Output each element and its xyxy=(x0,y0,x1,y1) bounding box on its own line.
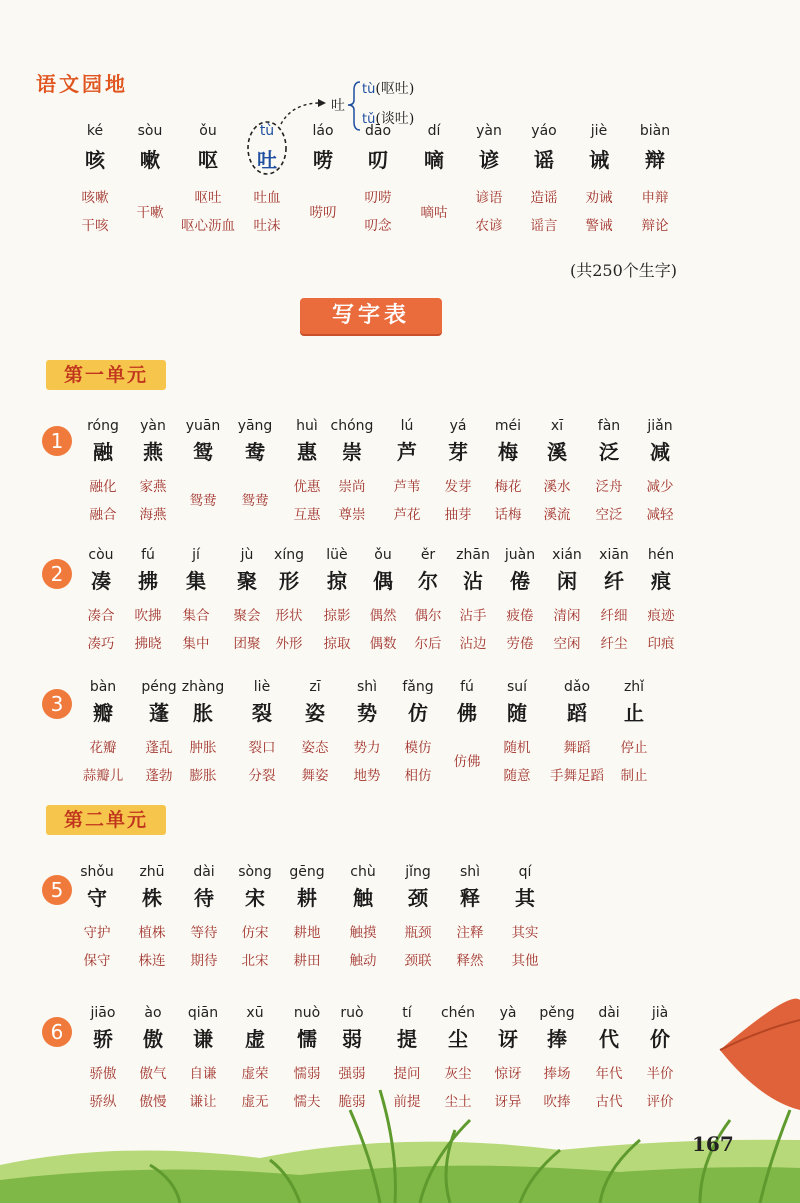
word: 造谣 xyxy=(530,190,558,206)
char-pinyin: dài xyxy=(193,864,215,880)
char: 掠 xyxy=(327,569,347,593)
char: 释 xyxy=(460,886,480,910)
char-pinyin: tù xyxy=(259,123,275,139)
char: 耕 xyxy=(297,886,317,910)
char: 纤 xyxy=(604,569,624,593)
word: 纤尘 xyxy=(600,636,628,652)
char-pinyin: ǒu xyxy=(374,547,392,563)
char-pinyin: jiè xyxy=(590,123,608,139)
char-pinyin: yàn xyxy=(476,123,502,139)
word: 优惠 xyxy=(293,479,321,495)
char: 捧 xyxy=(547,1027,567,1051)
char-pinyin: róng xyxy=(87,418,119,434)
word: 提问 xyxy=(393,1066,421,1082)
char: 梅 xyxy=(498,440,518,464)
word: 申辩 xyxy=(641,190,669,206)
word: 集合 xyxy=(182,608,210,624)
word: 芦花 xyxy=(393,507,421,523)
word: 守护 xyxy=(83,925,111,941)
word: 相仿 xyxy=(404,768,432,784)
char: 凑 xyxy=(91,569,111,593)
char: 瓣 xyxy=(93,701,113,725)
word: 互惠 xyxy=(293,507,321,523)
word: 懦夫 xyxy=(293,1094,321,1110)
word: 其实 xyxy=(511,925,539,941)
char-pinyin: shì xyxy=(459,864,481,880)
char: 拂 xyxy=(138,569,158,593)
word: 停止 xyxy=(620,740,648,756)
char-pinyin: bàn xyxy=(89,679,117,695)
word: 警诫 xyxy=(585,218,613,234)
char: 其 xyxy=(515,886,535,910)
word: 蒜瓣儿 xyxy=(82,768,124,784)
word: 纤细 xyxy=(600,608,628,624)
word: 沾边 xyxy=(459,636,487,652)
char: 谣 xyxy=(534,148,554,172)
char-pinyin: sòu xyxy=(137,123,163,139)
char-pinyin: dí xyxy=(427,123,441,139)
polyphone-char: 吐 xyxy=(331,98,345,114)
word: 农谚 xyxy=(475,218,503,234)
char: 嘀 xyxy=(424,148,444,172)
char: 融 xyxy=(93,440,113,464)
char: 虚 xyxy=(245,1027,265,1051)
char: 芦 xyxy=(397,440,417,464)
char-pinyin: fàn xyxy=(597,418,621,434)
char: 颈 xyxy=(408,886,428,910)
char: 减 xyxy=(650,440,670,464)
char-pinyin: shǒu xyxy=(80,864,114,880)
char: 沾 xyxy=(463,569,483,593)
writing-table-banner: 写字表 xyxy=(300,298,442,334)
char: 鸯 xyxy=(245,440,265,464)
char-pinyin: jǐng xyxy=(405,864,431,880)
char: 偶 xyxy=(373,569,393,593)
word: 聚会 xyxy=(233,608,261,624)
char-pinyin: jiǎn xyxy=(647,418,673,434)
word: 呕吐 xyxy=(194,190,222,206)
word: 等待 xyxy=(190,925,218,941)
char-pinyin: tí xyxy=(402,1005,412,1021)
word: 嘀咕 xyxy=(420,205,448,221)
word: 溪流 xyxy=(543,507,571,523)
word: 耕地 xyxy=(293,925,321,941)
char-pinyin: fú xyxy=(141,547,155,563)
word: 姿态 xyxy=(301,740,329,756)
word: 谚语 xyxy=(475,190,503,206)
char-pinyin: ǒu xyxy=(199,123,217,139)
char-pinyin: jiāo xyxy=(90,1005,116,1021)
char: 代 xyxy=(599,1027,619,1051)
char: 谚 xyxy=(479,148,499,172)
word: 呕心沥血 xyxy=(181,218,235,234)
word: 制止 xyxy=(620,768,648,784)
char-pinyin: chóng xyxy=(330,418,374,434)
char: 泛 xyxy=(599,440,619,464)
word: 痕迹 xyxy=(647,608,675,624)
char: 倦 xyxy=(510,569,530,593)
word: 崇尚 xyxy=(338,479,366,495)
polyphone-reading-1: tù(呕吐) xyxy=(362,81,415,97)
lesson-number: 1 xyxy=(42,426,72,456)
polyphone-arrow xyxy=(0,0,800,200)
word: 自谦 xyxy=(189,1066,217,1082)
word: 海燕 xyxy=(139,507,167,523)
char-pinyin: còu xyxy=(88,547,114,563)
word: 拂晓 xyxy=(134,636,162,652)
char: 叨 xyxy=(368,148,388,172)
word: 团聚 xyxy=(233,636,261,652)
unit-title: 第一单元 xyxy=(46,360,166,390)
char: 惠 xyxy=(297,440,317,464)
char-pinyin: ké xyxy=(86,123,104,139)
char: 溪 xyxy=(547,440,567,464)
char: 形 xyxy=(279,569,299,593)
word: 仿宋 xyxy=(241,925,269,941)
char: 蓬 xyxy=(149,701,169,725)
char-pinyin: ào xyxy=(144,1005,162,1021)
word: 舞蹈 xyxy=(563,740,591,756)
char-pinyin: liè xyxy=(253,679,271,695)
char: 仿 xyxy=(408,701,428,725)
char-pinyin: chén xyxy=(440,1005,476,1021)
word: 捧场 xyxy=(543,1066,571,1082)
word: 蓬乱 xyxy=(145,740,173,756)
word: 尊崇 xyxy=(338,507,366,523)
char: 胀 xyxy=(193,701,213,725)
word: 沾手 xyxy=(459,608,487,624)
char-pinyin: yàn xyxy=(140,418,166,434)
word: 傲气 xyxy=(139,1066,167,1082)
word: 吹拂 xyxy=(134,608,162,624)
char-pinyin: zhū xyxy=(139,864,165,880)
char-pinyin: xū xyxy=(246,1005,264,1021)
char: 辩 xyxy=(645,148,665,172)
char-pinyin: jí xyxy=(192,547,200,563)
word: 偶数 xyxy=(369,636,397,652)
char: 尘 xyxy=(448,1027,468,1051)
word: 骄纵 xyxy=(89,1094,117,1110)
word: 半价 xyxy=(646,1066,674,1082)
word: 花瓣 xyxy=(89,740,117,756)
word: 株连 xyxy=(138,953,166,969)
word: 骄傲 xyxy=(89,1066,117,1082)
word: 惊讶 xyxy=(494,1066,522,1082)
word: 舞姿 xyxy=(301,768,329,784)
char: 诫 xyxy=(589,148,609,172)
grass-decoration xyxy=(0,990,800,1203)
char-pinyin: fǎng xyxy=(402,679,434,695)
char-pinyin: yāng xyxy=(237,418,273,434)
word: 减少 xyxy=(646,479,674,495)
word: 释然 xyxy=(456,953,484,969)
char: 价 xyxy=(650,1027,670,1051)
char: 宋 xyxy=(245,886,265,910)
char: 咳 xyxy=(85,148,105,172)
word: 保守 xyxy=(83,953,111,969)
word: 发芽 xyxy=(444,479,472,495)
word: 瓶颈 xyxy=(404,925,432,941)
char-pinyin: qí xyxy=(518,864,532,880)
word: 肿胀 xyxy=(189,740,217,756)
word: 分裂 xyxy=(248,768,276,784)
char-pinyin: lú xyxy=(400,418,414,434)
word: 谣言 xyxy=(530,218,558,234)
char: 株 xyxy=(142,886,162,910)
char: 弱 xyxy=(342,1027,362,1051)
char: 势 xyxy=(357,701,377,725)
char-pinyin: dài xyxy=(598,1005,620,1021)
char-pinyin: hén xyxy=(647,547,675,563)
char-pinyin: xíng xyxy=(274,547,304,563)
char: 芽 xyxy=(448,440,468,464)
word: 蓬勃 xyxy=(145,768,173,784)
word: 家燕 xyxy=(139,479,167,495)
char: 懦 xyxy=(297,1027,317,1051)
char: 呕 xyxy=(198,148,218,172)
word: 前提 xyxy=(393,1094,421,1110)
char-pinyin: chù xyxy=(350,864,376,880)
word: 触摸 xyxy=(349,925,377,941)
word: 颈联 xyxy=(404,953,432,969)
word: 虚荣 xyxy=(241,1066,269,1082)
char-pinyin: péng xyxy=(141,679,177,695)
total-characters-note: (共250个生字) xyxy=(570,261,678,280)
word: 期待 xyxy=(190,953,218,969)
lesson-number: 5 xyxy=(42,875,72,905)
word: 话梅 xyxy=(494,507,522,523)
char-pinyin: jù xyxy=(240,547,254,563)
char: 尔 xyxy=(418,569,438,593)
word: 触动 xyxy=(349,953,377,969)
char-pinyin: zhǐ xyxy=(623,679,645,695)
char-pinyin: qiān xyxy=(187,1005,219,1021)
word: 吐血 xyxy=(253,190,281,206)
char: 傲 xyxy=(143,1027,163,1051)
word: 外形 xyxy=(275,636,303,652)
char-pinyin: sòng xyxy=(238,864,272,880)
word: 古代 xyxy=(595,1094,623,1110)
char-pinyin: zhān xyxy=(456,547,490,563)
char-pinyin: yà xyxy=(499,1005,517,1021)
word: 抽芽 xyxy=(444,507,472,523)
word: 掠影 xyxy=(323,608,351,624)
char-pinyin: shì xyxy=(356,679,378,695)
char-pinyin: huì xyxy=(296,418,318,434)
word: 溪水 xyxy=(543,479,571,495)
char: 止 xyxy=(624,701,644,725)
word: 强弱 xyxy=(338,1066,366,1082)
char: 嗽 xyxy=(140,148,160,172)
polyphone-reading-2: tǔ(谈吐) xyxy=(362,111,415,127)
word: 鸳鸯 xyxy=(189,493,217,509)
char-pinyin: yuān xyxy=(185,418,221,434)
word: 唠叨 xyxy=(309,205,337,221)
char-pinyin: zhàng xyxy=(181,679,225,695)
word: 北宋 xyxy=(241,953,269,969)
char: 痕 xyxy=(651,569,671,593)
char-pinyin: ruò xyxy=(340,1005,364,1021)
word: 灰尘 xyxy=(444,1066,472,1082)
word: 模仿 xyxy=(404,740,432,756)
word: 讶异 xyxy=(494,1094,522,1110)
char-pinyin: lüè xyxy=(326,547,348,563)
char-pinyin: yáo xyxy=(531,123,557,139)
word: 融化 xyxy=(89,479,117,495)
word: 植株 xyxy=(138,925,166,941)
word: 芦苇 xyxy=(393,479,421,495)
word: 集中 xyxy=(182,636,210,652)
word: 随机 xyxy=(503,740,531,756)
char: 蹈 xyxy=(567,701,587,725)
word: 脆弱 xyxy=(338,1094,366,1110)
char-pinyin: pěng xyxy=(539,1005,575,1021)
char: 鸳 xyxy=(193,440,213,464)
char-pinyin: yá xyxy=(449,418,467,434)
char: 姿 xyxy=(305,701,325,725)
word: 泛舟 xyxy=(595,479,623,495)
word: 偶尔 xyxy=(414,608,442,624)
word: 空闲 xyxy=(553,636,581,652)
word: 裂口 xyxy=(248,740,276,756)
word: 疲倦 xyxy=(506,608,534,624)
char: 讶 xyxy=(498,1027,518,1051)
word: 减轻 xyxy=(646,507,674,523)
char-pinyin: dǎo xyxy=(563,679,591,695)
word: 地势 xyxy=(353,768,381,784)
word: 吹捧 xyxy=(543,1094,571,1110)
word: 注释 xyxy=(456,925,484,941)
word: 其他 xyxy=(511,953,539,969)
word: 凑合 xyxy=(87,608,115,624)
char-pinyin: zī xyxy=(309,679,321,695)
char: 吐 xyxy=(257,148,277,172)
word: 咳嗽 xyxy=(81,190,109,206)
word: 势力 xyxy=(353,740,381,756)
word: 辩论 xyxy=(641,218,669,234)
char-pinyin: ěr xyxy=(420,547,436,563)
char: 燕 xyxy=(143,440,163,464)
char: 触 xyxy=(353,886,373,910)
char: 守 xyxy=(87,886,107,910)
word: 干嗽 xyxy=(136,205,164,221)
word: 形状 xyxy=(275,608,303,624)
char: 待 xyxy=(194,886,214,910)
char-pinyin: suí xyxy=(506,679,528,695)
word: 凑巧 xyxy=(87,636,115,652)
word: 尔后 xyxy=(414,636,442,652)
char-pinyin: biàn xyxy=(639,123,671,139)
char-pinyin: xī xyxy=(550,418,564,434)
char: 提 xyxy=(397,1027,417,1051)
char-pinyin: xián xyxy=(552,547,582,563)
char: 佛 xyxy=(457,701,477,725)
char-pinyin: nuò xyxy=(293,1005,321,1021)
word: 耕田 xyxy=(293,953,321,969)
section-title: 语文园地 xyxy=(36,72,128,96)
char-pinyin: jià xyxy=(651,1005,669,1021)
unit-title: 第二单元 xyxy=(46,805,166,835)
word: 融合 xyxy=(89,507,117,523)
char-pinyin: dāo xyxy=(364,123,392,139)
char: 裂 xyxy=(252,701,272,725)
word: 傲慢 xyxy=(139,1094,167,1110)
word: 干咳 xyxy=(81,218,109,234)
word: 手舞足蹈 xyxy=(550,768,604,784)
word: 印痕 xyxy=(647,636,675,652)
word: 梅花 xyxy=(494,479,522,495)
word: 尘土 xyxy=(444,1094,472,1110)
char-pinyin: juàn xyxy=(504,547,536,563)
word: 清闲 xyxy=(553,608,581,624)
word: 谦让 xyxy=(189,1094,217,1110)
char-pinyin: fú xyxy=(460,679,474,695)
char: 聚 xyxy=(237,569,257,593)
char: 随 xyxy=(507,701,527,725)
page-number: 167 xyxy=(692,1132,734,1156)
word: 随意 xyxy=(503,768,531,784)
char: 集 xyxy=(186,569,206,593)
word: 偶然 xyxy=(369,608,397,624)
word: 叨念 xyxy=(364,218,392,234)
char-pinyin: xiān xyxy=(599,547,629,563)
char: 骄 xyxy=(93,1027,113,1051)
word: 掠取 xyxy=(323,636,351,652)
word: 懦弱 xyxy=(293,1066,321,1082)
char-pinyin: gēng xyxy=(289,864,325,880)
word: 膨胀 xyxy=(189,768,217,784)
char-pinyin: láo xyxy=(312,123,334,139)
word: 年代 xyxy=(595,1066,623,1082)
char: 闲 xyxy=(557,569,577,593)
word: 虚无 xyxy=(241,1094,269,1110)
word: 劝诫 xyxy=(585,190,613,206)
char: 唠 xyxy=(313,148,333,172)
word: 鸳鸯 xyxy=(241,493,269,509)
word: 评价 xyxy=(646,1094,674,1110)
lesson-number: 6 xyxy=(42,1017,72,1047)
word: 吐沫 xyxy=(253,218,281,234)
lesson-number: 2 xyxy=(42,559,72,589)
lesson-number: 3 xyxy=(42,689,72,719)
word: 劳倦 xyxy=(506,636,534,652)
word: 空泛 xyxy=(595,507,623,523)
word: 叨唠 xyxy=(364,190,392,206)
char: 崇 xyxy=(342,440,362,464)
char-pinyin: méi xyxy=(494,418,522,434)
word: 仿佛 xyxy=(453,754,481,770)
char: 谦 xyxy=(193,1027,213,1051)
